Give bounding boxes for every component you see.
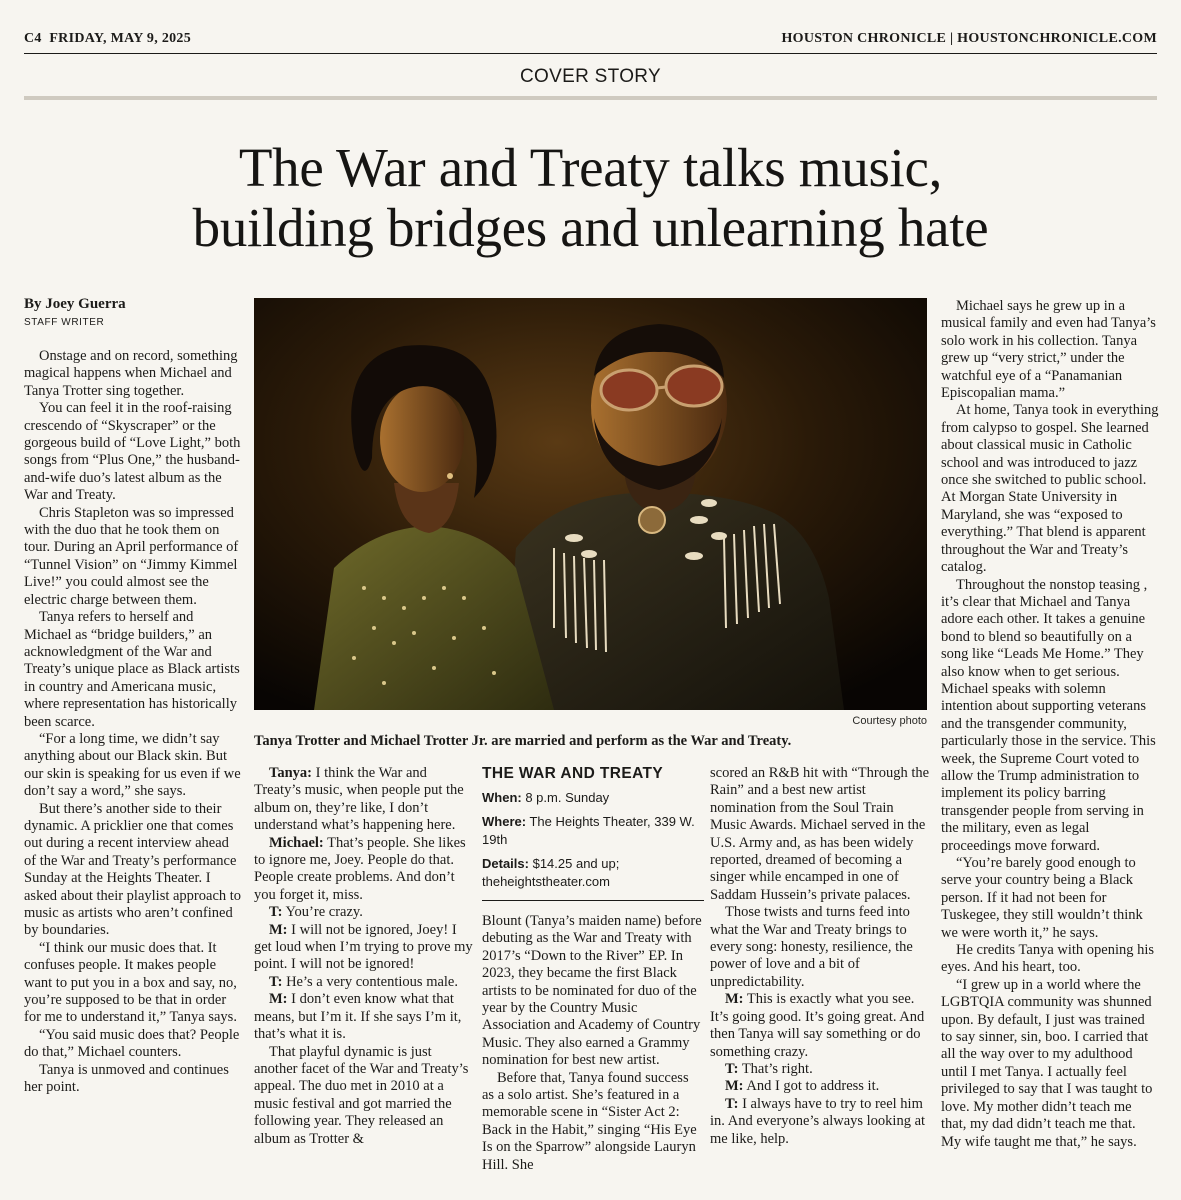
infobox-rule (482, 900, 704, 901)
speaker-text: This is exactly what you see. It’s going good. It’s going great. And then Tanya will say something or do something crazy. (710, 991, 925, 1060)
interview-line (710, 1096, 932, 1148)
paragraph: Onstage and on record, something magical happens when Michael and Tanya Trotter sing together. (24, 348, 238, 399)
article-column-1 (24, 348, 244, 1188)
paragraph: Tanya is unmoved and continues her point. (24, 1061, 229, 1096)
when-value: 8 p.m. Sunday (525, 790, 610, 805)
interview-line (710, 1078, 932, 1095)
paragraph: Before that, Tanya found success as a solo artist. She’s featured in a memorable scene in “Sister Act 2: Back in the Habit,” singing “His Eye Is on the Sparrow” alongside Lauryn Hill. She (482, 1069, 697, 1173)
paper-name: HOUSTON CHRONICLE | HOUSTONCHRONICLE.COM (781, 31, 1157, 46)
photo-credit: Courtesy photo (852, 715, 927, 727)
interview-line (254, 835, 476, 905)
interview-line (710, 991, 932, 1061)
speaker-label: T: (269, 973, 283, 990)
speaker-text: I always have to try to reel him in. And everyone’s always looking at me like, help. (710, 1095, 926, 1147)
paragraph: That playful dynamic is just another facet of the War and Treaty’s appeal. The duo met in 2010 at a music festival and got married the following year. They released an album as Trotter & (254, 1043, 469, 1147)
speaker-text: And I got to address it. (746, 1078, 880, 1095)
when-label: When: (482, 790, 522, 805)
paragraph: “You said music does that? People do that,” Michael counters. (24, 1026, 240, 1061)
where-label: Where: (482, 814, 527, 829)
paragraph: Blount (Tanya’s maiden name) before debuting as the War and Treaty with 2017’s “Down to the River” EP. In 2023, they became the first Black artists to be nominated for duo of the year by the Country Music Association and Academy of Country Music. They also earned a Grammy nomination for best new artist. (482, 913, 702, 1069)
paragraph: But there’s another side to their dynamic. A pricklier one that comes out during a recent interview ahead of the War and Treaty’s performance Sunday at the Heights Theater. I asked about their playlist approach to music as artists who aren’t confined by boundaries. (24, 800, 242, 939)
details-label: Details: (482, 856, 529, 871)
speaker-label: M: (269, 991, 288, 1008)
masthead-left (24, 31, 191, 47)
woman-earring (447, 473, 453, 479)
interview-line (254, 974, 476, 991)
paragraph: Those twists and turns feed into what the War and Treaty brings to every song: honesty, resilience, the power of love and a bit of unpredictability. (710, 904, 913, 990)
interview-line (254, 991, 476, 1043)
paragraph: “For a long time, we didn’t say anything about our Black skin. But our skin is speaking for us even if we don’t say a word,” she says. (24, 730, 241, 800)
infobox-title: THE WAR AND TREATY (482, 765, 664, 782)
infobox-where (482, 813, 704, 849)
paragraph: Tanya refers to herself and Michael as “bridge builders,” an acknowledgment of the War and Treaty’s unique place as Black artists in country and Americana music, where representation has historically been scarce. (24, 609, 240, 730)
speaker-text: That’s right. (741, 1060, 813, 1077)
infobox-details (482, 855, 704, 891)
bolo-tie (639, 507, 665, 533)
article-column-4 (710, 765, 932, 1190)
photo-caption: Tanya Trotter and Michael Trotter Jr. are married and perform as the War and Treaty. (254, 733, 792, 749)
infobox-when (482, 789, 704, 807)
masthead (24, 28, 1157, 50)
issue-date: FRIDAY, MAY 9, 2025 (49, 31, 192, 46)
speaker-text: That’s people. She likes to ignore me, Joey. People do that. People create problems. And don’t you forget it, miss. (254, 834, 466, 903)
speaker-text: I will not be ignored, Joey! I get loud when I’m trying to prove my point. I will not be ignored! (254, 921, 473, 973)
byline-role: STAFF WRITER (24, 317, 105, 328)
where-value: The Heights Theater, 339 W. 19th (482, 814, 695, 847)
details-value: $14.25 and up; theheightstheater.com (482, 856, 620, 889)
paragraph: Michael says he grew up in a musical family and even had Tanya’s solo work in his collection. Tanya grew up “very strict,” under the watchful eye of a “Panamanian Episcopalian mama.” (941, 298, 1156, 402)
article-column-3 (482, 913, 704, 1190)
paragraph: Throughout the nonstop teasing , it’s clear that Michael and Tanya adore each other. It takes a genuine bond to blend so beautifully on a song like “Leads Me Home.” They also know when to get serious. Michael speaks with solemn intention about supporting veterans and the transgender community, particularly those in the service. This week, the Supreme Court voted to allow the Trump administration to implement its policy barring transgender people from serving in the military, even as legal proceedings move forward. (941, 576, 1156, 854)
paragraph: “You’re barely good enough to serve your country being a Black person. If it had not been for Tuskegee, they still wouldn’t think we were worth it,” he says. (941, 855, 1143, 941)
section-rule (24, 96, 1157, 100)
speaker-label: M: (725, 1078, 744, 1095)
page-number: C4 (24, 31, 42, 46)
paragraph: “I think our music does that. It confuses people. It makes people want to put you in a box and say, no, you’re supposed to be that in order for me to understand it,” Tanya says. (24, 939, 237, 1026)
paragraph: Chris Stapleton was so impressed with the duo that he took them on tour. During an April performance of “Tunnel Vision” on “Jimmy Kimmel Live!” you could almost see the electric charge between them. (24, 504, 239, 608)
speaker-text: I think the War and Treaty’s music, when people put the album on, they’re like, I don’t understand what’s happening here. (254, 765, 464, 834)
speaker-label: Michael: (269, 834, 324, 851)
article-column-5 (941, 298, 1159, 1188)
speaker-label: T: (269, 904, 283, 921)
headline-line-1: The War and Treaty talks music, (238, 137, 943, 198)
byline (24, 296, 239, 328)
masthead-rule (24, 53, 1157, 54)
headline-line-2: building bridges and unlearning hate (192, 197, 989, 258)
event-infobox (482, 765, 704, 897)
byline-name: By Joey Guerra (24, 296, 126, 312)
photo-illustration (254, 298, 927, 710)
interview-line (254, 904, 476, 921)
paragraph: scored an R&B hit with “Through the Rain” and a best new artist nomination from the Soul Train Music Awards. Michael served in the U.S. Army and, as has been widely reported, dreamed of becoming a singer while encamped in one of Saddam Hussein’s private palaces. (710, 765, 930, 903)
interview-line (254, 922, 476, 974)
paragraph: At home, Tanya took in everything from calypso to gospel. She learned about classical music in Catholic school and was introduced to jazz once she switched to public school. At Morgan State University in Maryland, she was “exposed to everything.” That blend is apparent throughout the War and Treaty’s catalog. (941, 402, 1159, 576)
paragraph: You can feel it in the roof-raising crescendo of “Skyscraper” or the gorgeous build of “Love Light,” both songs from “Plus One,” the husband-and-wife duo’s latest album as the War and Treaty. (24, 400, 241, 504)
interview-line (710, 1061, 932, 1078)
headline (24, 138, 1157, 258)
speaker-label: M: (269, 921, 288, 938)
speaker-label: Tanya: (269, 765, 312, 781)
speaker-label: M: (725, 991, 744, 1008)
interview-line (254, 765, 476, 835)
speaker-text: He’s a very contentious male. (286, 973, 458, 990)
speaker-text: You’re crazy. (285, 904, 363, 921)
paragraph: He credits Tanya with opening his eyes. And his heart, too. (941, 942, 1155, 976)
article-column-2 (254, 765, 476, 1190)
speaker-label: T: (725, 1095, 739, 1112)
cover-photo (254, 298, 927, 710)
speaker-text: I don’t even know what that means, but I’m it. If she says I’m it, that’s what it is. (254, 991, 462, 1043)
section-label: COVER STORY (520, 66, 661, 87)
speaker-label: T: (725, 1060, 739, 1077)
paragraph: “I grew up in a world where the LGBTQIA community was shunned upon. By default, I just was trained to say sinner, sin, boo. I carried that all the way over to my adulthood until I met Tanya. I actually feel privileged to say that I was taught to love. My mother didn’t teach me that, my dad didn’t teach me that. My wife taught me that,” he says. (941, 976, 1153, 1150)
